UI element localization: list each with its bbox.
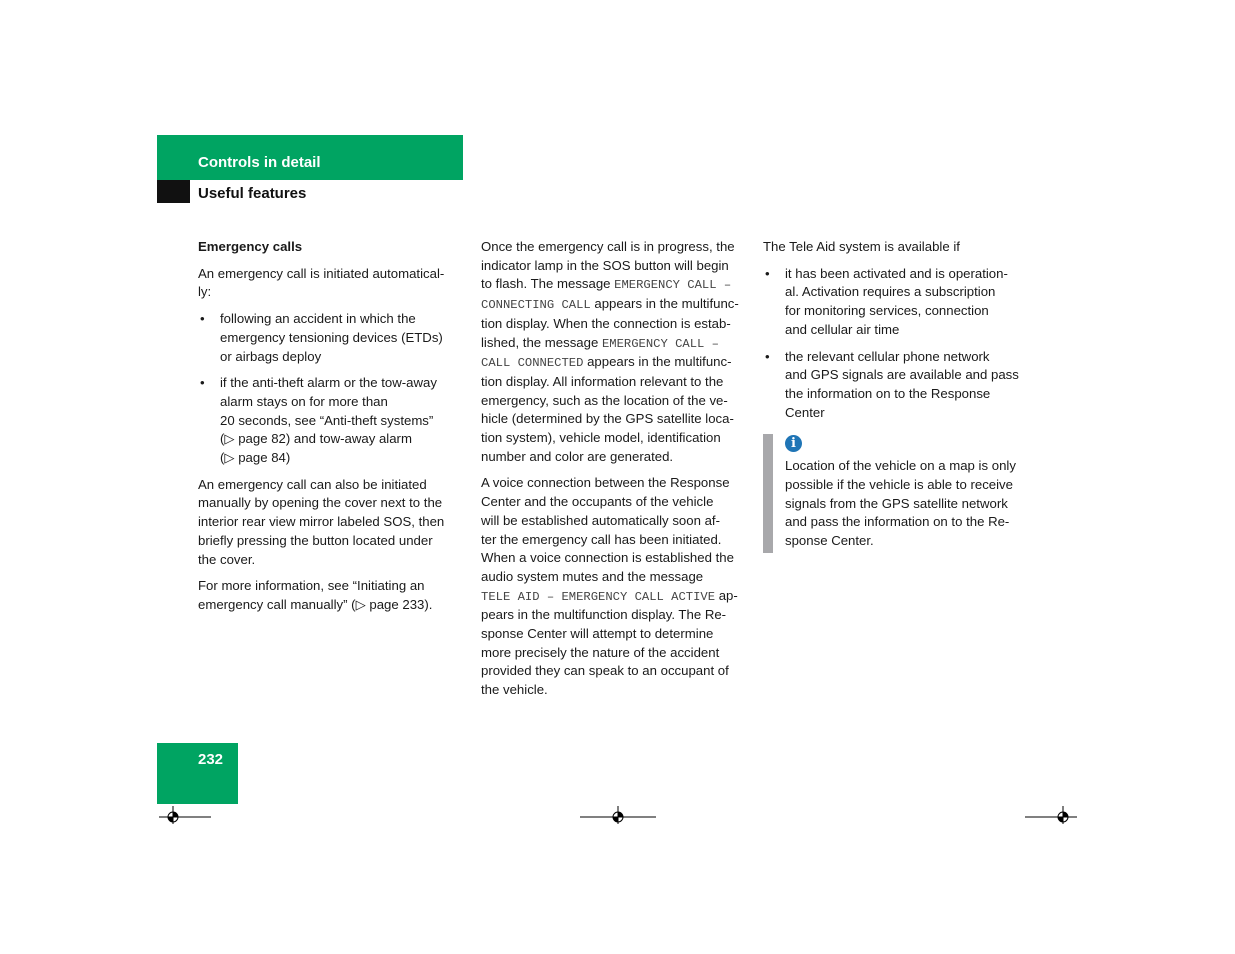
text-line: pears in the multifunction display. The Re- (481, 607, 727, 623)
text-line: lished, the message (481, 334, 602, 350)
text-line: provided they can speak to an occupant of (481, 663, 729, 679)
text-line: emergency, such as the location of the ve- (481, 392, 728, 408)
text-line: Center (785, 404, 825, 420)
text-line: and cellular air time (785, 321, 900, 337)
page-number: 232 (198, 751, 224, 768)
display-message: CONNECTING CALL (481, 298, 591, 313)
text-line: following an accident in which the (220, 311, 416, 327)
text-line: Center and the occupants of the vehicle (481, 494, 714, 510)
text-line: emergency call manually” (▷ page 233). (198, 596, 433, 612)
paragraph-voice-connection (481, 474, 749, 699)
text-line: When a voice connection is established the (481, 550, 734, 566)
text-line: the information on to the Response (785, 385, 991, 401)
text-line: for monitoring services, connection (785, 303, 989, 319)
paragraph-availability: The Tele Aid system is available if (763, 239, 960, 254)
text-line: interior rear view mirror labeled SOS, then (198, 514, 445, 530)
text-line: al. Activation requires a subscription (785, 284, 996, 300)
text-line: ly: (198, 284, 212, 300)
text-line: manually by opening the cover next to the (198, 495, 443, 511)
text-line: signals from the GPS satellite network (785, 495, 1008, 511)
text-line: more precisely the nature of the accident (481, 644, 720, 660)
registration-mark-icon (580, 806, 656, 824)
text-line: tion display. All information relevant to the (481, 373, 724, 389)
registration-mark-icon (159, 806, 209, 824)
text-line: or airbags deploy (220, 348, 322, 364)
display-message: EMERGENCY CALL – (614, 278, 732, 293)
text-line: emergency tensioning devices (ETDs) (220, 329, 443, 345)
text-line: indicator lamp in the SOS button will begin (481, 257, 729, 273)
text-line: An emergency call can also be initiated (198, 476, 427, 492)
text-line: briefly pressing the button located under (198, 532, 433, 548)
text-line: tion display. When the connection is estab- (481, 315, 731, 331)
text-line: if the anti-theft alarm or the tow-away (220, 375, 437, 391)
list-item (198, 310, 466, 366)
note-bar (763, 434, 773, 553)
note-text (785, 457, 1031, 551)
text-line: possible if the vehicle is able to receive (785, 477, 1013, 493)
text-line: will be established automatically soon af- (481, 512, 720, 528)
text-line: ap- (715, 587, 738, 603)
text-line: sponse Center will attempt to determine (481, 626, 714, 642)
section-title: Controls in detail (198, 154, 321, 171)
text-line: hicle (determined by the GPS satellite loca- (481, 411, 734, 427)
list-item (198, 374, 466, 468)
text-line: (▷ page 84) (220, 450, 291, 466)
text-line: the relevant cellular phone network (785, 348, 990, 364)
column-1 (198, 238, 466, 623)
text-line: For more information, see “Initiating an (198, 578, 425, 594)
bullet-list-triggers (198, 310, 466, 468)
paragraph-manual (198, 476, 466, 570)
list-item (763, 348, 1031, 423)
paragraph-intro (198, 265, 466, 302)
text-line: and pass the information on to the Re- (785, 514, 1010, 530)
info-note (763, 434, 1031, 552)
heading-emergency-calls: Emergency calls (198, 239, 303, 254)
text-line: tion system), vehicle model, identification (481, 430, 721, 446)
text-line: An emergency call is initiated automatical- (198, 265, 445, 281)
text-line: (▷ page 82) and tow-away alarm (220, 431, 412, 447)
text-line: 20 seconds, see “Anti-theft systems” (220, 412, 434, 428)
display-message: TELE AID – EMERGENCY CALL ACTIVE (481, 589, 716, 604)
bullet-list-conditions (763, 265, 1031, 423)
registration-mark-icon (1025, 806, 1077, 824)
text-line: appears in the multifunc- (590, 296, 739, 312)
paragraph-more-info (198, 577, 466, 614)
paragraph-call-progress (481, 238, 749, 466)
text-line: Location of the vehicle on a map is only (785, 458, 1016, 474)
column-3 (763, 238, 1031, 552)
display-message: EMERGENCY CALL – (601, 336, 719, 351)
section-subtitle: Useful features (198, 185, 307, 202)
text-line: ter the emergency call has been initiated. (481, 531, 722, 547)
text-line: number and color are generated. (481, 448, 674, 464)
display-message: CALL CONNECTED (481, 356, 584, 371)
text-line: and GPS signals are available and pass (785, 367, 1019, 383)
text-line: Once the emergency call is in progress, the (481, 239, 735, 254)
text-line: the vehicle. (481, 682, 548, 698)
text-line: the cover. (198, 551, 256, 567)
info-icon: i (785, 435, 802, 452)
text-line: audio system mutes and the message (481, 568, 704, 584)
text-line: alarm stays on for more than (220, 393, 388, 409)
text-line: appears in the multifunc- (583, 354, 732, 370)
text-line: sponse Center. (785, 533, 874, 549)
text-line: it has been activated and is operation- (785, 265, 1008, 281)
header-marker (157, 180, 190, 203)
text-line: to flash. The message (481, 276, 615, 292)
column-2 (481, 238, 749, 708)
list-item (763, 265, 1031, 340)
text-line: A voice connection between the Response (481, 475, 730, 491)
